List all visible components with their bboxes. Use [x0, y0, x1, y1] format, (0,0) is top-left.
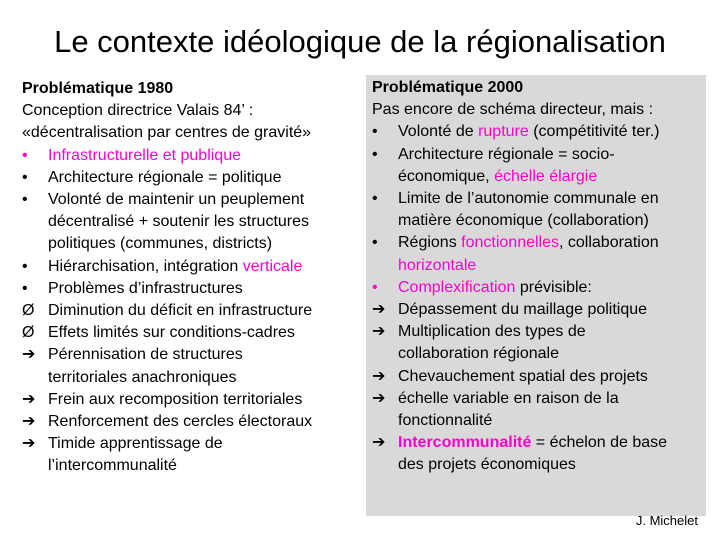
left-bullet-text: Problèmes d’infrastructures — [48, 279, 243, 297]
left-bullet-renforcement — [22, 411, 360, 433]
arrow-right-icon: ➔ — [22, 390, 36, 408]
right-bullet-text: (compétitivité ter.) — [528, 123, 660, 141]
right-bullet-regions — [372, 232, 706, 276]
left-bullet-peuplement — [22, 189, 360, 256]
right-bullet-text: prévisible: — [515, 278, 592, 296]
highlight-rupture: rupture — [478, 123, 529, 141]
right-bullet-depassement — [372, 299, 706, 321]
right-heading: Problématique 2000 — [372, 79, 524, 96]
left-bullet-architecture — [22, 167, 360, 189]
bullet-marker: • — [372, 278, 378, 296]
right-bullet-text: Dépassement du maillage politique — [398, 301, 648, 319]
right-bullet-text: collaboration régionale — [398, 345, 559, 363]
left-bullet-text: Pérennisation de structures — [48, 346, 243, 364]
right-bullet-text: Volonté de — [398, 123, 479, 141]
checkmark-arrow-icon: Ø — [22, 302, 35, 320]
arrow-right-icon: ➔ — [372, 323, 386, 341]
left-bullet-timide — [22, 433, 360, 477]
arrow-right-icon: ➔ — [22, 413, 36, 431]
right-bullet-complexification — [372, 277, 706, 299]
left-bullet-text: Diminution du déficit en infrastructure — [48, 302, 313, 320]
left-intro-line-1: Conception directrice Valais 84’ : — [22, 102, 254, 120]
left-intro-line-2: «décentralisation par centres de gravité» — [22, 124, 312, 142]
left-bullet-text: Volonté de maintenir un peuplement — [48, 191, 305, 209]
bullet-marker: • — [372, 145, 378, 163]
slide-title: Le contexte idéologique de la régionalisation — [54, 24, 666, 59]
highlight-fonctionnelles: fonctionnelles — [461, 234, 559, 252]
arrow-right-icon: ➔ — [372, 301, 386, 319]
left-bullet-effets — [22, 322, 360, 344]
bullet-marker: • — [22, 146, 28, 164]
left-bullet-frein — [22, 389, 360, 411]
right-bullet-text: , collaboration — [559, 234, 659, 252]
right-bullet-text: = échelon de base — [531, 434, 668, 452]
left-bullet-text: Timide apprentissage de — [48, 435, 223, 453]
arrow-right-icon: ➔ — [22, 435, 36, 453]
left-bullet-problemes — [22, 278, 360, 300]
arrow-right-icon: ➔ — [372, 367, 386, 385]
bullet-marker: • — [372, 190, 378, 208]
highlight-intercommunalite: Intercommunalité — [398, 434, 532, 452]
right-panel — [366, 75, 706, 516]
left-bullet-text: politiques (communes, districts) — [48, 235, 273, 253]
arrow-right-icon: ➔ — [372, 434, 386, 452]
left-bullet-text: Renforcement des cercles électoraux — [48, 413, 313, 431]
right-bullet-text: économique, — [398, 167, 495, 185]
left-bullet-infrastructure — [22, 145, 360, 167]
right-bullet-echelle — [372, 388, 706, 432]
left-bullet-perennisation — [22, 344, 360, 388]
bullet-marker: • — [372, 234, 378, 252]
right-bullet-intercommunalite — [372, 432, 706, 476]
right-bullet-text: Chevauchement spatial des projets — [398, 367, 648, 385]
left-bullet-text: décentralisé + soutenir les structures — [48, 213, 310, 231]
left-bullet-diminution — [22, 300, 360, 322]
left-bullet-text: l’intercommunalité — [48, 457, 177, 475]
right-bullet-text: matière économique (collaboration) — [398, 212, 649, 230]
highlight-horizontale: horizontale — [398, 256, 477, 274]
left-column — [22, 78, 360, 478]
bullet-marker: • — [22, 257, 28, 275]
arrow-right-icon: ➔ — [22, 346, 36, 364]
left-bullet-text: Hiérarchisation, intégration — [48, 257, 243, 275]
right-bullet-text: échelle variable en raison de la — [398, 389, 619, 407]
right-bullet-text: Régions — [398, 234, 462, 252]
right-bullet-architecture — [372, 144, 706, 188]
highlight-echelle-elargie: échelle élargie — [494, 167, 598, 185]
highlight-verticale: verticale — [242, 257, 303, 275]
left-heading: Problématique 1980 — [22, 80, 174, 97]
highlight-complexification: Complexification — [398, 278, 516, 296]
right-bullet-autonomie — [372, 188, 706, 232]
checkmark-arrow-icon: Ø — [22, 324, 35, 342]
left-bullet-text: Effets limités sur conditions-cadres — [48, 324, 295, 342]
author-credit: J. Michelet — [635, 513, 698, 528]
bullet-marker: • — [22, 279, 28, 297]
arrow-right-icon: ➔ — [372, 389, 386, 407]
right-bullet-text: Architecture régionale = socio- — [398, 145, 615, 163]
right-bullet-text: fonctionnalité — [398, 412, 493, 430]
bullet-marker: • — [22, 168, 28, 186]
right-bullet-text: Limite de l’autonomie communale en — [398, 190, 659, 208]
left-bullet-text: territoriales anachroniques — [48, 368, 237, 386]
right-bullet-rupture — [372, 121, 706, 143]
right-bullet-chevauchement — [372, 366, 706, 388]
right-intro: Pas encore de schéma directeur, mais : — [372, 101, 654, 119]
right-bullet-text: des projets économiques — [398, 456, 576, 474]
left-bullet-text: Architecture régionale = politique — [48, 168, 282, 186]
left-bullet-text: Frein aux recomposition territoriales — [48, 390, 303, 408]
left-bullet-hierarchisation — [22, 256, 360, 278]
right-bullet-multiplication — [372, 321, 706, 365]
right-bullet-text: Multiplication des types de — [398, 323, 586, 341]
bullet-marker: • — [22, 191, 28, 209]
left-bullet-text: Infrastructurelle et publique — [48, 146, 241, 164]
bullet-marker: • — [372, 123, 378, 141]
